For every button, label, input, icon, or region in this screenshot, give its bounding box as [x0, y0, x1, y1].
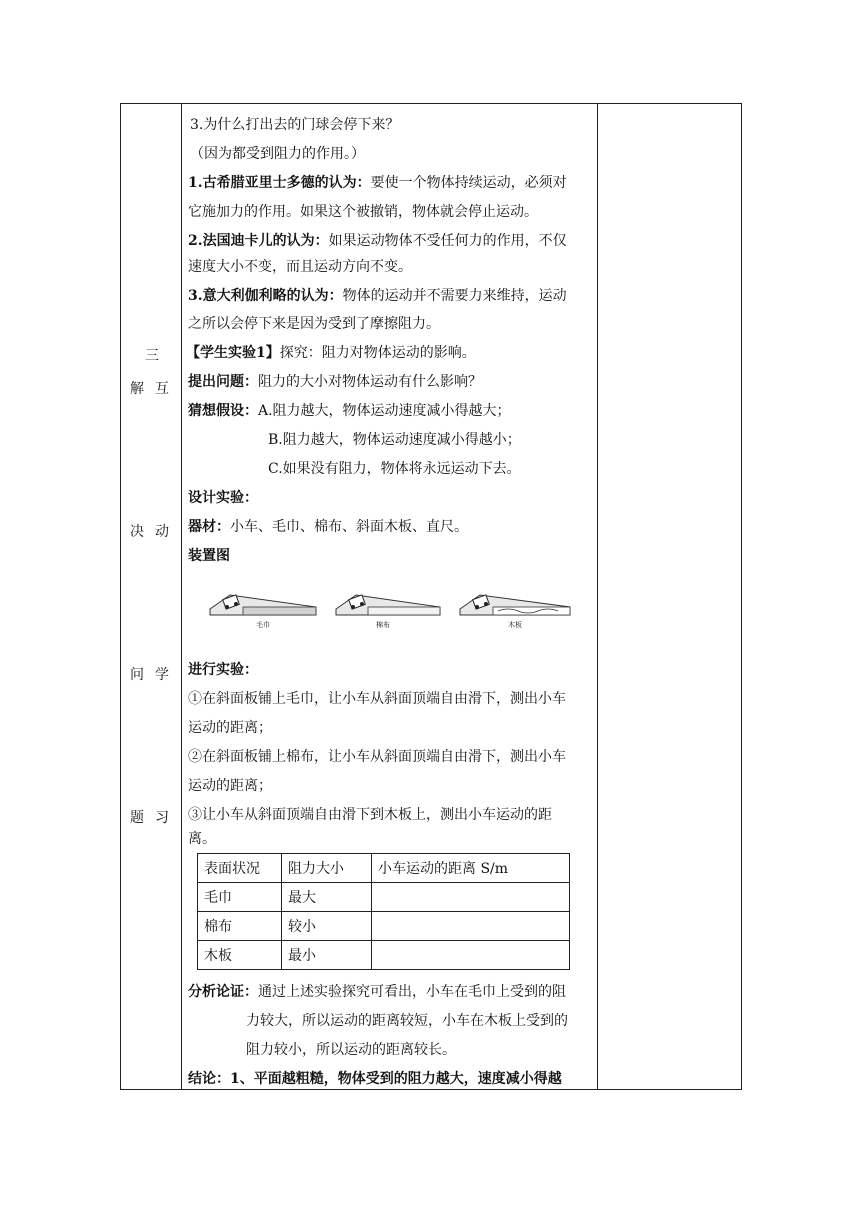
- table-header: 表面状况: [198, 854, 282, 883]
- side-label: 三: [145, 348, 159, 364]
- table-row: [198, 912, 570, 941]
- table-cell: 最大: [282, 883, 372, 912]
- step-3: ③让小车从斜面顶端自由滑下到木板上，测出小车运动的距: [188, 807, 552, 823]
- step-2-cont: 运动的距离；: [188, 778, 272, 794]
- svg-text:棉布: 棉布: [376, 621, 390, 629]
- side-label: 解: [130, 381, 144, 397]
- answer-3: （因为都受到阻力的作用。）: [190, 146, 365, 162]
- table-row: [198, 941, 570, 970]
- step-3-cont: 离。: [188, 831, 216, 847]
- analysis-line-1: 分析论证：通过上述实验探究可看出，小车在毛巾上受到的阻: [188, 984, 566, 1000]
- ramp-towel: [210, 595, 316, 629]
- side-label: 题: [130, 810, 144, 826]
- data-table: [197, 853, 570, 970]
- apparatus-figure: [208, 585, 583, 630]
- table-cell: [372, 912, 570, 941]
- table-header: 阻力大小: [282, 854, 372, 883]
- ramp-board: [460, 595, 570, 629]
- step-1: ①在斜面板铺上毛巾，让小车从斜面顶端自由滑下，测出小车: [188, 691, 566, 707]
- view-aristotle-cont: 它施加力的作用。如果这个被撤销，物体就会停止运动。: [188, 204, 538, 220]
- view-galileo-cont: 之所以会停下来是因为受到了摩擦阻力。: [188, 316, 440, 332]
- conclusion: 结论：1、平面越粗糙，物体受到的阻力越大，速度减小得越: [188, 1071, 562, 1087]
- side-label: 问: [130, 667, 144, 683]
- materials: 器材：小车、毛巾、棉布、斜面木板、直尺。: [188, 519, 468, 535]
- hypothesis-a: 猜想假设：A.阻力越大，物体运动速度减小得越大；: [188, 403, 511, 419]
- hypothesis-c: C.如果没有阻力，物体将永远运动下去。: [268, 461, 521, 477]
- side-label: 决: [130, 524, 144, 540]
- experiment-title: 【学生实验1】探究：阻力对物体运动的影响。: [186, 345, 476, 361]
- apparatus-label: 装置图: [188, 548, 230, 564]
- table-cell: 最小: [282, 941, 372, 970]
- step-2: ②在斜面板铺上棉布，让小车从斜面顶端自由滑下，测出小车: [188, 749, 566, 765]
- view-aristotle: 1.古希腊亚里士多德的认为：要使一个物体持续运动，必须对: [188, 175, 567, 191]
- view-descartes-cont: 速度大小不变，而且运动方向不变。: [188, 259, 412, 275]
- table-row: [198, 883, 570, 912]
- table-header: 小车运动的距离 S/m: [372, 854, 570, 883]
- procedure-label: 进行实验：: [188, 662, 258, 678]
- side-label: 互: [155, 381, 169, 397]
- svg-text:木板: 木板: [508, 621, 522, 629]
- hypothesis-b: B.阻力越大，物体运动速度减小得越小；: [268, 432, 521, 448]
- table-cell: 木板: [198, 941, 282, 970]
- analysis-line-2: 力较大，所以运动的距离较短，小车在木板上受到的: [246, 1013, 568, 1029]
- ramp-cotton: [336, 595, 440, 629]
- table-header-row: [198, 854, 570, 883]
- column-divider: [181, 104, 182, 1089]
- side-label: 习: [155, 810, 169, 826]
- design-label: 设计实验：: [188, 490, 258, 506]
- step-1-cont: 运动的距离；: [188, 720, 272, 736]
- experiment-question: 提出问题：阻力的大小对物体运动有什么影响？: [188, 374, 482, 390]
- side-label: 学: [155, 667, 169, 683]
- table-cell: [372, 883, 570, 912]
- table-cell: 较小: [282, 912, 372, 941]
- svg-text:毛巾: 毛巾: [256, 621, 270, 629]
- view-galileo: 3.意大利伽利略的认为：物体的运动并不需要力来维持，运动: [188, 288, 567, 304]
- side-label: 动: [155, 524, 169, 540]
- table-cell: 棉布: [198, 912, 282, 941]
- view-descartes: 2.法国迪卡儿的认为：如果运动物体不受任何力的作用，不仅: [188, 233, 567, 249]
- column-divider: [597, 104, 598, 1089]
- question-3: 3.为什么打出去的门球会停下来？: [190, 117, 400, 133]
- table-cell: [372, 941, 570, 970]
- analysis-line-3: 阻力较小，所以运动的距离较长。: [246, 1042, 456, 1058]
- table-cell: 毛巾: [198, 883, 282, 912]
